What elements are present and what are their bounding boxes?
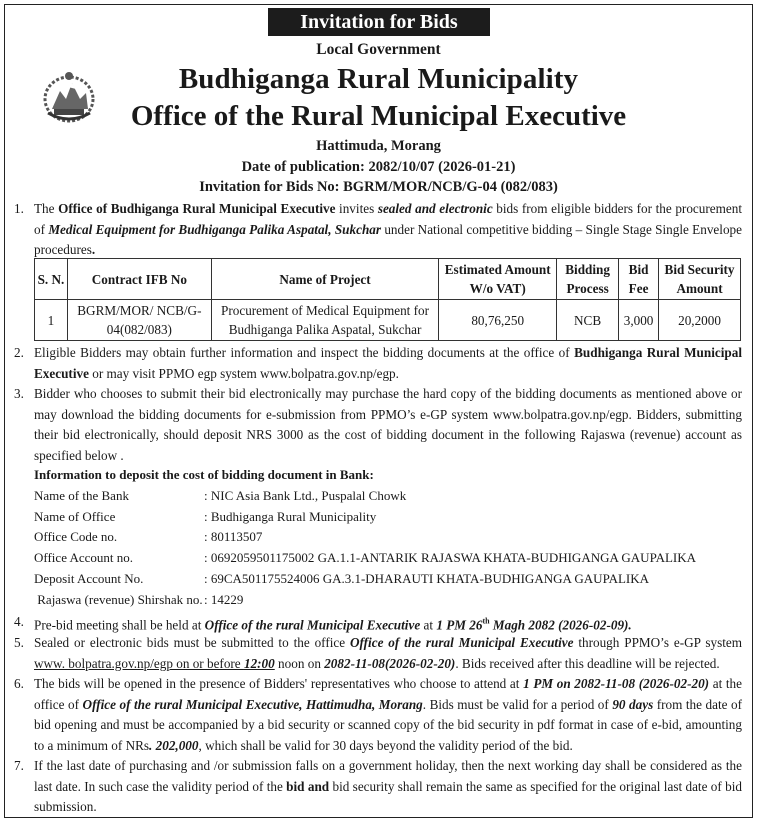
- table-row: [35, 300, 741, 341]
- cell-contract-ifb: BGRM/MOR/ NCB/G-04(082/083): [67, 300, 211, 341]
- cell-bidding-process: NCB: [557, 300, 619, 341]
- para2-number: 2.: [14, 345, 24, 360]
- col-estimated-amount: Estimated Amount W/o VAT): [439, 259, 557, 300]
- cell-bid-fee: 3,000: [619, 300, 659, 341]
- bank-row: Name of the Bank : NIC Asia Bank Ltd., Puspalal Chowk: [34, 487, 407, 503]
- bank-row: Rajaswa (revenue) Shirshak no. : 14229: [34, 591, 244, 607]
- col-bid-security: Bid Security Amount: [659, 259, 741, 300]
- cell-bid-security: 20,2000: [659, 300, 741, 341]
- header-municipality: Budhiganga Rural Municipality: [178, 63, 579, 95]
- para6-number: 6.: [14, 676, 24, 691]
- cell-project-name: Procurement of Medical Equipment for Budhiganga Palika Aspatal, Sukchar: [211, 300, 439, 341]
- bank-info-title: Information to deposit the cost of bidding document in Bank:: [34, 467, 374, 482]
- col-bidding-process: Bidding Process: [557, 259, 619, 300]
- header-local: Local Government: [316, 41, 441, 58]
- nepal-emblem-icon: [40, 69, 98, 125]
- bank-info: [34, 465, 734, 611]
- para1-text: The Office of Budhiganga Rural Municipal Executive invites sealed and electronic bids from eligible bidders for the procurement of Medical Equipment for Budhiganga Palika Aspatal, Sukchar under National competitive bidding – Single Stage Single Envelope procedures.: [34, 201, 742, 258]
- bank-row: Deposit Account No. : 69CA501175524006 GA.3.1-DHARAUTI KHATA-BUDHIGANGA GAUPALIKA: [34, 570, 650, 586]
- cell-estimated-amount: 80,76,250: [439, 300, 557, 341]
- para3-text: Bidder who chooses to submit their bid electronically may purchase the hard copy of the bidding documents as mentioned above or may download the bidding documents for e-submission from PPMO’s e-GP system www.bolpatra.gov.np/egp. Bidders, submitting their bid electronically, should deposit NRS 3000 as the cost of bidding document in the following Rajaswa (revenue) account as specified below .: [34, 386, 742, 463]
- para6-text: The bids will be opened in the presence of Bidders' representatives who choose to attend at 1 PM on 2082-11-08 (2026-02-20) at the office of Office of the rural Municipal Executive, Hattimudha, Morang. Bids must be valid for a period of 90 days from the date of bid opening and must be accompanied by a bid security or scanned copy of the bid security in pdf format in case of e-bid, amounting to a minimum of NRs. 202,000, which shall be valid for 30 days beyond the validity period of the bid.: [34, 676, 743, 753]
- para2-text: Eligible Bidders may obtain further information and inspect the bidding documents at the office of Budhiganga Rural Municipal Executive or may visit PPMO egp system www.bolpatra.gov.np/egp.: [34, 345, 742, 381]
- para5-number: 5.: [14, 635, 24, 650]
- col-bid-fee: Bid Fee: [619, 259, 659, 300]
- para5-text: Sealed or electronic bids must be submitted to the office Office of the rural Municipal Executive through PPMO’s e-GP system www. bolpatra.gov.np/egp on or before 12:00 noon on 2082-11-08(2026-02-20). Bids received after this deadline will be rejected.: [34, 635, 742, 671]
- col-contract-ifb: Contract IFB No: [67, 259, 211, 300]
- bank-row: Office Account no. : 0692059501175002 GA.1.1-ANTARIK RAJASWA KHATA-BUDHIGANGA GAUPALIKA: [34, 550, 697, 566]
- table-header-row: [35, 259, 741, 300]
- para7-number: 7.: [14, 758, 24, 773]
- col-project-name: Name of Project: [211, 259, 439, 300]
- para1-number: 1.: [14, 201, 24, 216]
- banner-title: Invitation for Bids: [268, 8, 490, 36]
- para4-number: 4.: [14, 614, 24, 629]
- col-sn: S. N.: [35, 259, 68, 300]
- para4-text: Pre-bid meeting shall be held at Office of the rural Municipal Executive at 1 PM 26th Magh 2082 (2026-02-09).: [34, 617, 632, 633]
- cell-sn: 1: [35, 300, 68, 341]
- para3-number: 3.: [14, 386, 24, 401]
- header-ifb-number: Invitation for Bids No: BGRM/MOR/NCB/G-04 (082/083): [199, 179, 558, 195]
- bank-row: Name of Office : Budhiganga Rural Municipality: [34, 508, 377, 524]
- bank-row: Office Code no. : 80113507: [34, 529, 263, 545]
- bids-table: [34, 258, 741, 341]
- header-publication-date: Date of publication: 2082/10/07 (2026-01-21): [241, 159, 516, 175]
- header-place: Hattimuda, Morang: [316, 138, 441, 154]
- bolpatra-link[interactable]: www. bolpatra.gov.np/egp on or before 12:00: [34, 655, 275, 671]
- para7-text: If the last date of purchasing and /or submission falls on a government holiday, then the next working day shall be considered as the last date. In such case the validity period of the bid and bid security shall remain the same as specified for the original last date of bid submission.: [34, 758, 742, 815]
- header-office: Office of the Rural Municipal Executive: [130, 100, 627, 132]
